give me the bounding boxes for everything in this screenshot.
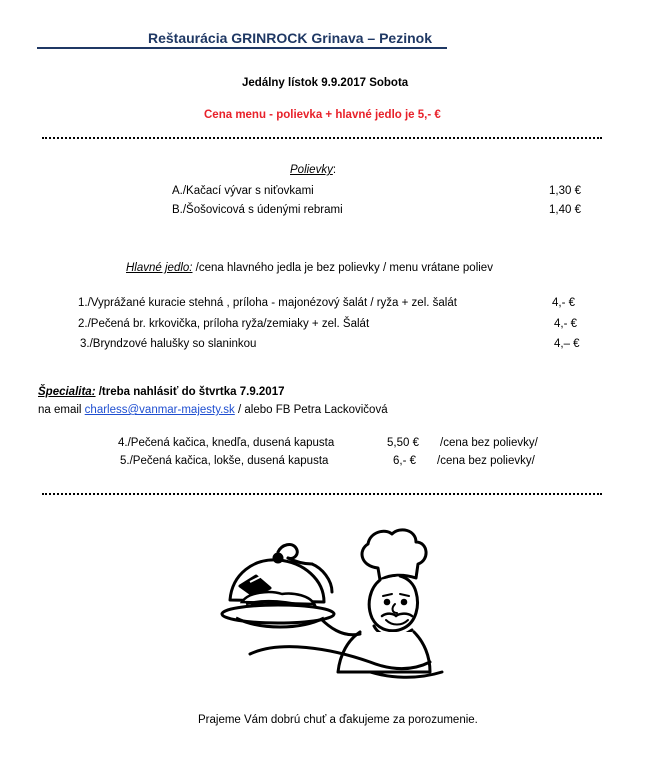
dotted-divider-bottom xyxy=(42,493,602,495)
restaurant-title: Reštaurácia GRINROCK Grinava – Pezinok xyxy=(148,30,432,46)
special-contact xyxy=(38,404,388,416)
main-item-2-price: 4,- € xyxy=(554,318,578,330)
footer-message: Prajeme Vám dobrú chuť a ďakujeme za porozumenie. xyxy=(198,714,478,726)
menu-price-note: Cena menu - polievka + hlavné jedlo je 5,- € xyxy=(204,109,441,121)
soup-item-b-price: 1,40 € xyxy=(549,204,581,216)
special-item-4-name: 4./Pečená kačica, knedľa, dusená kapusta xyxy=(118,437,335,449)
special-item-4-price: 5,50 € xyxy=(387,437,419,449)
main-item-2-name: 2./Pečená br. krkovička, príloha ryža/zemiaky + zel. Šalát xyxy=(78,318,370,330)
email-prefix: na email xyxy=(38,404,85,416)
main-item-1-name: 1./Vyprážané kuracie stehná , príloha - majonézový šalát / ryža + zel. šalát xyxy=(78,297,457,309)
soup-item-a-price: 1,30 € xyxy=(549,185,581,197)
dotted-divider-top xyxy=(42,137,602,139)
special-heading-label: Špecialita: xyxy=(38,386,96,398)
soup-item-a-name: A./Kačací vývar s niťovkami xyxy=(172,185,314,197)
email-suffix: / alebo FB Petra Lackovičová xyxy=(234,404,388,416)
soup-item-b-name: B./Šošovicová s údenými rebrami xyxy=(172,204,343,216)
special-heading-note: /treba nahlásiť do štvrtka 7.9.2017 xyxy=(95,386,285,398)
main-item-1-price: 4,- € xyxy=(552,297,576,309)
mains-heading-label: Hlavné jedlo: xyxy=(126,262,193,274)
mains-heading-note: /cena hlavného jedla je bez polievky / menu vrátane poliev xyxy=(192,262,493,274)
title-underline xyxy=(37,47,447,49)
special-heading xyxy=(38,386,285,398)
soups-heading-label: Polievky xyxy=(290,164,333,176)
email-link[interactable]: charless@vanmar-majesty.sk xyxy=(84,404,235,416)
special-item-5-price: 6,- € xyxy=(393,455,417,467)
soups-heading-colon: : xyxy=(332,164,337,176)
main-item-3-price: 4,– € xyxy=(554,338,580,350)
mains-heading xyxy=(126,262,493,274)
soups-heading xyxy=(290,164,336,176)
special-item-5-note: /cena bez polievky/ xyxy=(437,455,535,467)
chef-illustration-icon xyxy=(220,522,450,692)
menu-date-heading: Jedálny lístok 9.9.2017 Sobota xyxy=(242,77,409,89)
special-item-4-note: /cena bez polievky/ xyxy=(440,437,538,449)
special-item-5-name: 5./Pečená kačica, lokše, dusená kapusta xyxy=(120,455,329,467)
main-item-3-name: 3./Bryndzové halušky so slaninkou xyxy=(80,338,257,350)
